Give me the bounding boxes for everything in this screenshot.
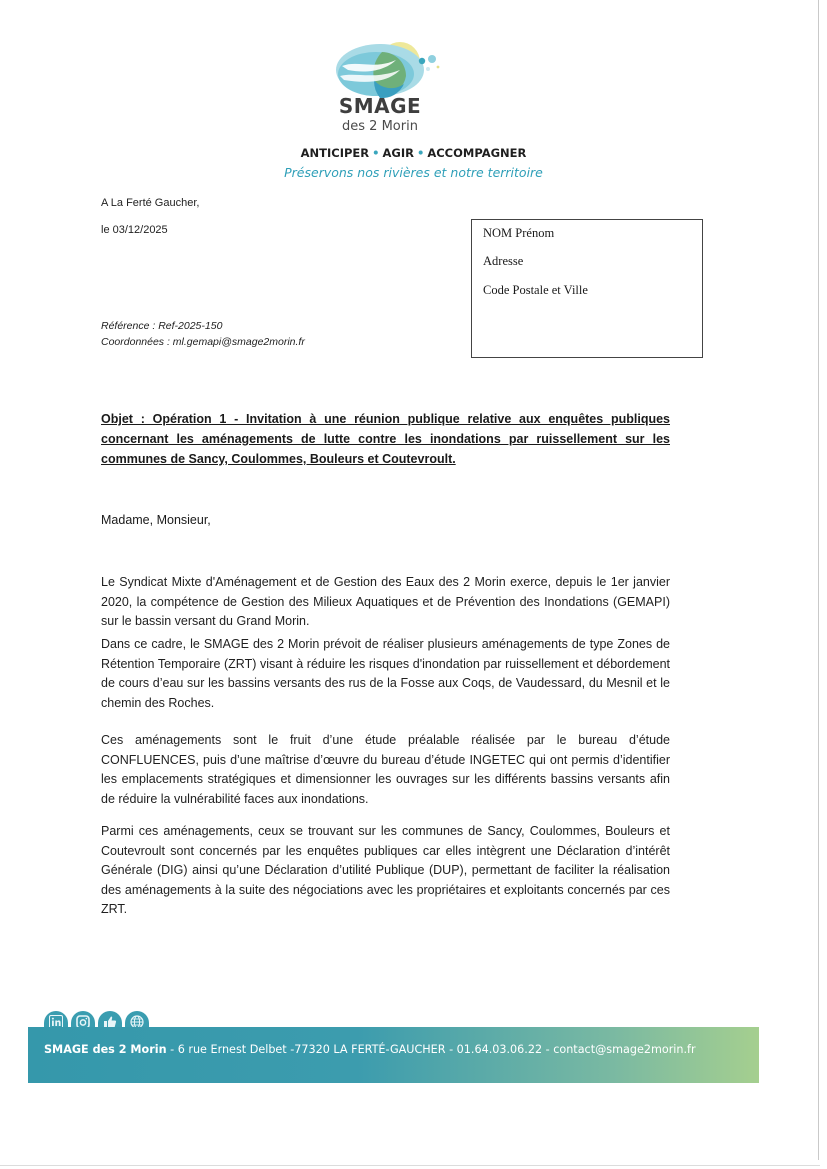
smage-logo-icon <box>334 40 444 102</box>
body-paragraph: Ces aménagements sont le fruit d’une étude préalable réalisée par le bureau d’étude CONFLUENCES, puis d’une maîtrise d’œuvre du bureau d’étude INGETEC qui ont permis d’identifier les emplacements stratégiques et dimensionner les ouvrages sur les différents bassins versants afin de réduire la vulnérabilité faces aux inondations. <box>101 733 670 806</box>
logo-title: SMAGE <box>338 94 422 118</box>
motto <box>200 146 627 160</box>
sender-place: A La Ferté Gaucher, <box>101 197 200 209</box>
motto-word: ACCOMPAGNER <box>427 146 527 160</box>
footer-org-name: SMAGE des 2 Morin <box>44 1043 167 1056</box>
footer-band <box>28 1027 759 1083</box>
motto-word: AGIR <box>382 146 414 160</box>
motto-separator: • <box>416 146 425 160</box>
footer-address: - 6 rue Ernest Delbet -77320 LA FERTÉ-GAUCHER - 01.64.03.06.22 - contact@smage2morin.fr <box>166 1043 696 1056</box>
motto-separator: • <box>372 146 380 160</box>
reference: Référence : Ref-2025-150 <box>101 320 223 332</box>
recipient-address-box <box>471 219 703 358</box>
body-paragraph: Le Syndicat Mixte d'Aménagement et de Gestion des Eaux des 2 Morin exerce, depuis le 1er janvier 2020, la compétence de Gestion des Milieux Aquatiques et de Prévention des Inondations (GEMAPI) sur le bassin versant du Grand Morin. <box>101 575 670 628</box>
tagline: Préservons nos rivières et notre territoire <box>284 165 543 180</box>
body-paragraph: Dans ce cadre, le SMAGE des 2 Morin prévoit de réaliser plusieurs aménagements de type Zones de Rétention Temporaire (ZRT) visant à réduire les risques d'inondation par ruissellement et débordement de cours d’eau sur les bassins versants des rus de la Fosse aux Coqs, de Vaudessard, du Mesnil et le chemin des Roches. <box>101 637 670 710</box>
body-paragraph: Parmi ces aménagements, ceux se trouvant sur les communes de Sancy, Coulommes, Bouleurs et Coutevroult sont concernés par les enquêtes publiques car elles intègrent une Déclaration d’intérêt Générale (DIG) ainsi qu’une Déclaration d’utilité Publique (DUP), permettant de faciliter la réalisation des aménagements à la suite des négociations avec les propriétaires et exploitants concernés par ces ZRT. <box>101 824 670 916</box>
contact-email: Coordonnées : ml.gemapi@smage2morin.fr <box>101 336 305 348</box>
salutation: Madame, Monsieur, <box>101 513 211 527</box>
letter-object: Objet : Opération 1 - Invitation à une réunion publique relative aux enquêtes publiques concernant les aménagements de lutte contre les inondations par ruissellement sur les communes de Sancy, Coulommes, Bouleurs et Coutevroult. <box>101 412 670 466</box>
recipient-address: Adresse <box>483 254 524 268</box>
recipient-postal-city: Code Postale et Ville <box>483 283 588 297</box>
recipient-name: NOM Prénom <box>483 226 555 240</box>
page-edge-right <box>818 0 819 1160</box>
page-edge-bottom <box>0 1165 820 1166</box>
letter-date: le 03/12/2025 <box>101 224 168 236</box>
footer-contact-line <box>44 1043 696 1056</box>
motto-word: ANTICIPER <box>300 146 370 160</box>
logo-subtitle: des 2 Morin <box>342 119 418 134</box>
